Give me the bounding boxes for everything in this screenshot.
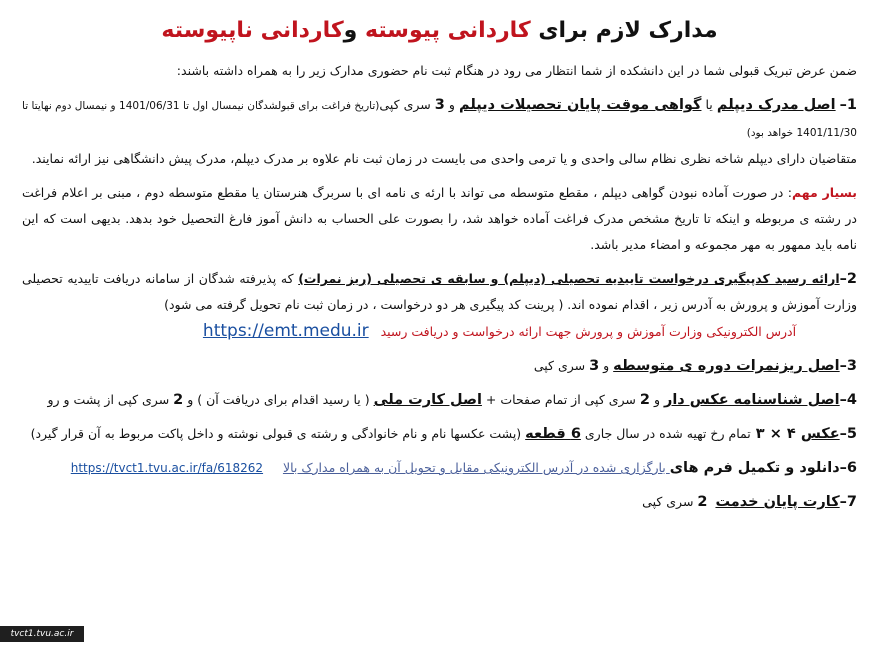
item-4-number: 4– bbox=[839, 392, 857, 408]
item-5-note: (پشت عکسها نام و نام خانوادگی و رشته ی قبولی نوشته و داخل پاکت مربوط به آن قرار گیرد) bbox=[30, 426, 526, 441]
item-5-photo: عکس bbox=[800, 426, 840, 442]
item-6-number: 6– bbox=[839, 460, 857, 476]
item-2-text: که پذیرفته شدگان از سامانه دریافت تاییدیه تحصیلی وزارت آموزش و پرورش به آدرس زیر ، اقدام نموده اند. ( پرینت کد پیگیری هر دو درخواست ، در زمان ثبت نام تحویل گرفته می شود) bbox=[22, 271, 857, 312]
item-4 bbox=[22, 387, 857, 413]
item-3-title: اصل ریزنمرات دوره ی متوسطه bbox=[613, 358, 840, 374]
important-label: بسیار مهم bbox=[791, 185, 857, 200]
item-4-count-1: 2 bbox=[639, 392, 650, 408]
item-7 bbox=[22, 489, 857, 515]
title-part-4: کاردانی ناپیوسته bbox=[161, 18, 344, 43]
item-7-title: کارت پایان خدمت bbox=[715, 494, 840, 510]
item-4-receipt: ( یا رسید اقدام برای دریافت آن ) و bbox=[183, 392, 374, 407]
item-2-address-label: آدرس الکترونیکی وزارت آموزش و پرورش جهت ارائه درخواست و دریافت رسید bbox=[380, 324, 797, 339]
item-4-national-card: اصل کارت ملی bbox=[373, 392, 482, 408]
tvct1-forms-link[interactable]: https://tvct1.tvu.ac.ir/fa/618262 bbox=[70, 461, 264, 475]
item-4-and: و bbox=[649, 392, 664, 407]
item-1-and: و bbox=[444, 97, 459, 112]
item-3-and: و bbox=[599, 358, 614, 373]
title-part-1: مدارک لازم برای bbox=[530, 18, 718, 43]
item-3-copies: سری کپی bbox=[533, 358, 590, 373]
item-1-or: یا bbox=[701, 97, 717, 112]
item-1-note: (تاریخ فراغت برای قبولشدگان نیمسال اول تا 1401/06/31 و نیمسال دوم نهایتا تا 1401/11/30 خواهد بود) bbox=[22, 100, 857, 139]
item-2-number: 2– bbox=[839, 271, 857, 287]
item-6-text: بارگزاری شده در آدرس الکترونیکی مقابل و تحویل آن به همراه مدارک بالا bbox=[282, 460, 670, 475]
item-5-number: 5– bbox=[839, 426, 857, 442]
item-2-address-line bbox=[22, 318, 857, 345]
item-5-count: 6 قطعه bbox=[525, 426, 581, 442]
item-5-size: ۴ × ۳ bbox=[750, 426, 801, 442]
item-6 bbox=[22, 455, 857, 481]
item-7-count: 2 bbox=[697, 494, 708, 510]
item-1-number: 1– bbox=[839, 97, 857, 113]
item-4-count-2: 2 bbox=[173, 392, 184, 408]
important-text: : در صورت آماده نبودن گواهی دیپلم ، مقطع متوسطه می تواند با ارئه ی نامه ای با سربرگ هنرستان یا مقطع متوسطه دوم ، مبنی بر اعلام فراغت در رشته ی مربوطه و اینکه تا تاریخ مشخص مدرک فراغت آماده خواهد شد، را بصورت علی الحساب به دانش آموز فارغ التحصیل خود بدهد. بدیهی است که این نامه باید ممهور به مهر مجموعه و امضاء مدیر باشد. bbox=[22, 185, 857, 252]
item-2 bbox=[22, 266, 857, 318]
title-part-3: و bbox=[343, 18, 365, 43]
item-1-diploma: اصل مدرک دیپلم bbox=[716, 97, 836, 113]
important-note bbox=[22, 180, 857, 258]
item-6-title: دانلود و تکمیل فرم های bbox=[669, 460, 840, 476]
item-3 bbox=[22, 353, 857, 379]
item-4-copies-2: سری کپی از پشت و رو bbox=[47, 392, 174, 407]
item-1-copies: سری کپی bbox=[379, 97, 435, 112]
item-3-number: 3– bbox=[839, 358, 857, 374]
item-1-certificate: گواهی موقت پایان تحصیلات دیپلم bbox=[458, 97, 702, 113]
intro-text: ضمن عرض تبریک قبولی شما در این دانشکده از شما انتظار می رود در هنگام ثبت نام حضوری مدارک زیر را به همراه داشته باشند: bbox=[176, 63, 857, 78]
title-part-2: کاردانی پیوسته bbox=[364, 18, 531, 43]
page-title bbox=[22, 16, 857, 46]
footer-site-badge[interactable]: tvct1.tvu.ac.ir bbox=[0, 626, 84, 642]
item-1-count: 3 bbox=[434, 97, 445, 113]
item-1-line-2: متقاضیان دارای دیپلم شاخه نظری نظام سالی واحدی و یا ترمی واحدی می بایست در زمان ثبت نام علاوه بر مدرک دیپلم، مدرک پیش دانشگاهی نیز ارائه نمایند. bbox=[31, 151, 857, 166]
item-1 bbox=[22, 92, 857, 146]
item-7-number: 7– bbox=[839, 494, 857, 510]
item-5 bbox=[22, 421, 857, 447]
item-3-count: 3 bbox=[589, 358, 600, 374]
item-7-copies: سری کپی bbox=[642, 494, 698, 509]
item-4-birth-certificate: اصل شناسنامه عکس دار bbox=[663, 392, 840, 408]
item-2-title: ارائه رسید کدپیگیری درخواست تاییدیه تحصیلی (دیپلم) و سابقه ی تحصیلی (ریز نمرات) bbox=[298, 271, 840, 286]
emt-medu-link[interactable]: https://emt.medu.ir bbox=[202, 321, 369, 341]
item-4-copies-1: سری کپی از تمام صفحات + bbox=[481, 392, 640, 407]
item-5-desc: تمام رخ تهیه شده در سال جاری bbox=[580, 426, 751, 441]
